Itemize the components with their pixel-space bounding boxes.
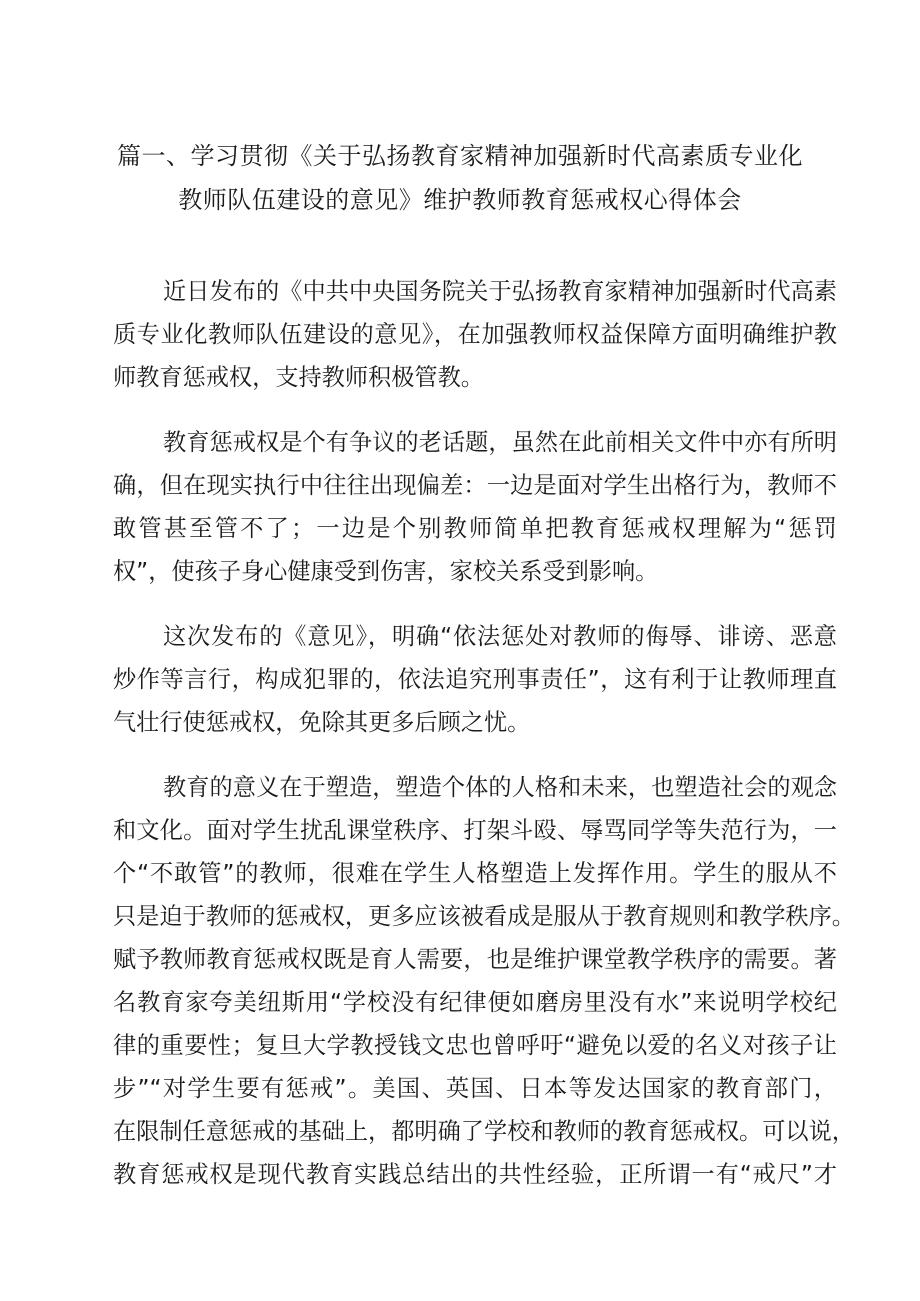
text-line: 敢管甚至管不了；一边是个别教师简单把教育惩戒权理解为“惩罚 bbox=[113, 515, 837, 542]
document-body bbox=[113, 270, 855, 1218]
paragraph-1 bbox=[113, 270, 837, 399]
text-line: 名教育家夸美纽斯用“学校没有纪律便如磨房里没有水”来说明学校纪 bbox=[113, 989, 837, 1016]
text-line: 师教育惩戒权，支持教师积极管教。 bbox=[113, 364, 484, 391]
text-line: 和文化。面对学生扰乱课堂秩序、打架斗殴、辱骂同学等失范行为，一 bbox=[113, 817, 837, 844]
title-line-1: 篇一、学习贯彻《关于弘扬教育家精神加强新时代高素质专业化 bbox=[117, 142, 803, 170]
title-line-2: 教师队伍建设的意见》维护教师教育惩戒权心得体会 bbox=[178, 186, 742, 214]
text-line: 质专业化教师队伍建设的意见》，在加强教师权益保障方面明确维护教 bbox=[113, 321, 837, 348]
text-line: 教育惩戒权是现代教育实践总结出的共性经验，正所谓一有“戒尺”才 bbox=[113, 1161, 837, 1188]
text-line: 律的重要性；复旦大学教授钱文忠也曾呼吁“避免以爱的名义对孩子让 bbox=[113, 1032, 837, 1059]
text-line: 在限制任意惩戒的基础上，都明确了学校和教师的教育惩戒权。可以说， bbox=[113, 1118, 855, 1145]
text-line: 权”，使孩子身心健康受到伤害，家校关系受到影响。 bbox=[113, 558, 659, 585]
text-line: 炒作等言行，构成犯罪的，依法追究刑事责任”，这有利于让教师理直 bbox=[113, 666, 837, 693]
text-line: 气壮行使惩戒权，免除其更多后顾之忧。 bbox=[113, 709, 531, 736]
text-line: 这次发布的《意见》，明确“依法惩处对教师的侮辱、诽谤、恶意 bbox=[163, 623, 837, 650]
document-title bbox=[100, 134, 820, 222]
text-line: 赋予教师教育惩戒权既是育人需要，也是维护课堂教学秩序的需要。著 bbox=[113, 946, 837, 973]
text-line: 确，但在现实执行中往往出现偏差：一边是面对学生出格行为，教师不 bbox=[113, 472, 837, 499]
text-line: 步”“对学生要有惩戒”。美国、英国、日本等发达国家的教育部门， bbox=[113, 1075, 837, 1102]
paragraph-3 bbox=[113, 615, 837, 744]
paragraph-4 bbox=[113, 766, 855, 1196]
text-line: 只是迫于教师的惩戒权，更多应该被看成是服从于教育规则和教学秩序。 bbox=[113, 903, 855, 930]
text-line: 教育惩戒权是个有争议的老话题，虽然在此前相关文件中亦有所明 bbox=[163, 429, 837, 456]
paragraph-2 bbox=[113, 421, 837, 593]
text-line: 教育的意义在于塑造，塑造个体的人格和未来，也塑造社会的观念 bbox=[163, 774, 837, 801]
text-line: 近日发布的《中共中央国务院关于弘扬教育家精神加强新时代高素 bbox=[163, 278, 837, 305]
text-line: 个“不敢管”的教师，很难在学生人格塑造上发挥作用。学生的服从不 bbox=[113, 860, 837, 887]
